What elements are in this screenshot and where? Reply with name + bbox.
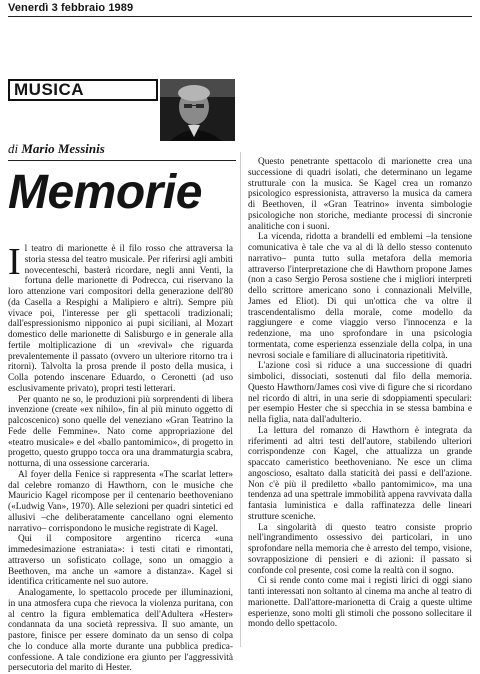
page-date: Venerdì 3 febbraio 1989 [8, 2, 134, 14]
article-paragraph: La vicenda, ridotta a brandelli ed emblemi –la tensione comunicativa è tale che va al di là dello stesso contenuto narrativo– punta tutto sulla metafora della memoria attraverso l'interpretazione che di Hawthorn propone James (non a caso Sergio Perosa sostiene che i migliori interpreti dello scrittore americano sono i connazionali Melville, James ed Eliot). Di qui un'ottica che va oltre il trascendentalismo della morale, come modello da raggiungere e come viaggio verso l'innocenza e la redenzione, ma uno sprofondare in una psicologia tormentata, come esperienza essenziale della colpa, in una nevrosi sociale e familiare di allucinatoria ripetitività. [248, 232, 472, 361]
author-portrait-image [160, 79, 235, 141]
article-column-right [248, 157, 472, 630]
article-paragraph: Questo penetrante spettacolo di marionette crea una successione di quadri isolati, che determinano un legame strutturale con la musica. Se Kagel crea un romanzo psicologico espressionista, attraverso la musica da camera di Beethoven, il «Gran Teatrino» inventa simbologie psicologiche non storiche, mediante processi di sincronie analitiche con i suoni. [248, 157, 472, 232]
author-photo [160, 79, 235, 141]
article-paragraph: Qui il compositore argentino ricerca «una immedesimazione estraniata»: i testi citati e rimontati, attraverso un sofisticato collage, sono un omaggio a Beethoven, ma anche un «amore a distanza». Kagel si identifica criticamente nel suo autore. [8, 534, 233, 588]
byline-prefix: di [8, 141, 19, 156]
header-rule [8, 16, 472, 17]
article-paragraph: Il teatro di marionette è il filo rosso che attraversa la storia stessa del teatro musicale. Per riferirsi agli ambiti novecenteschi, basterà ricordare, negli anni Venti, la fortuna delle marionette di Podrecca, cui riservano la loro attenzione vari compositori della generazione dell'80 (da Casella a Respighi a Malipiero e altri). Sempre più vivace poi, l'interesse per gli spettacoli tradizionali; dall'espressionismo nipponico ai pupi siciliani, al Mozart domestico delle marionette di Salisburgo e in generale alla fertile moltiplicazione di un «revival» che riguarda prevalentemente il passato (ovvero un ulteriore ritorno tra i ritorni). Talvolta la prosa prende il posto della musica, i Colla potendo inscenare Eduardo, o Ceronetti (ad uso esclusivamente privato), propri testi letterari. [8, 241, 233, 394]
section-label: MUSICA [8, 79, 158, 101]
article-paragraph: L'azione così si riduce a una successione di quadri simbolici, dissociati, sostenuti dal filo della memoria. Questo Hawthorn/James così vive di figure che si ricordano nel ricordo di altri, in una serie di sdoppiamenti speculari: per esempio Hester che si specchia in se stessa bambina e nella figlia, nata dall'adulterio. [248, 361, 472, 425]
byline [8, 141, 105, 157]
column-divider [240, 152, 241, 647]
article-column-left [8, 241, 233, 674]
article-paragraph: Al foyer della Fenice si rappresenta «The scarlat letter» dal celebre romanzo di Hawthorn, con le musiche che Mauricio Kagel ricompose per il centenario beethoveniano («Ludwig Van», 1970). Alle selezioni per quadri sintetici ed allusivi –che deliberatamente cancellano ogni elemento narrativo– corrispondono le musiche registrate di Kagel. [8, 469, 233, 534]
article-paragraph: Per quanto ne so, le produzioni più sorprendenti di libera invenzione (create «ex nihilo», fin al più minuto oggetto di palcoscenico) sono quelle del veneziano «Gran Teatrino la Fede delle Femmine». Nato come appropriazione del «teatro musicale» e del «ballo pantomimico», di progetto in progetto, questo gruppo tocca ora una drammaturgia scabra, notturna, di una ossessione carceraria. [8, 394, 233, 469]
byline-author: Mario Messinis [21, 141, 105, 156]
article-paragraph: La singolarità di questo teatro consiste proprio nell'ingrandimento ossessivo dei particolari, in uno sprofondare nella memoria che è arresto del tempo, visione, sovrapposizione di pensieri e di azioni: il passato si confonde col presente, così come la realtà con il sogno. [248, 522, 472, 576]
article-paragraph: Ci si rende conto come mai i registi lirici di oggi siano tanti interessati non soltanto al cinema ma anche al teatro di marionette. Dall'attore-marionetta di Craig a queste ultime esperienze, sono molti gli stimoli che possono sollecitare il mondo dello spettacolo. [248, 576, 472, 630]
article-headline: Memorie [8, 166, 202, 219]
article-paragraph: Analogamente, lo spettacolo procede per illuminazioni, in una atmosfera cupa che rievoca la violenza puritana, con al centro la figura emblematica dell'Adultera «Hester» condannata da una società repressiva. Il suo amante, un pastore, finisce per essere dominato da un senso di colpa che lo conduce alla morte durante una pubblica predica-confessione. A tale condizione era giunto per l'aggressività persecutoria del marito di Hester. [8, 588, 233, 674]
drop-cap: I [8, 241, 21, 283]
article-paragraph: La lettura del romanzo di Hawthorn è integrata da riferimenti ad altri testi dell'autore, stabilendo ulteriori corrispondenze con Kagel, che attualizza un grande spaccato cameristico beethoveniano. Ne esce un clima angoscioso, esaltato dalla staticità dei passi e dell'azione. Non c'è più il prediletto «ballo pantomimico», ma una tendenza ad una spettrale immobilità appena ravvivata dalla fantasia luministica e dalla raffinatezza delle lineari strutture sceniche. [248, 425, 472, 522]
byline-rule [8, 160, 236, 161]
